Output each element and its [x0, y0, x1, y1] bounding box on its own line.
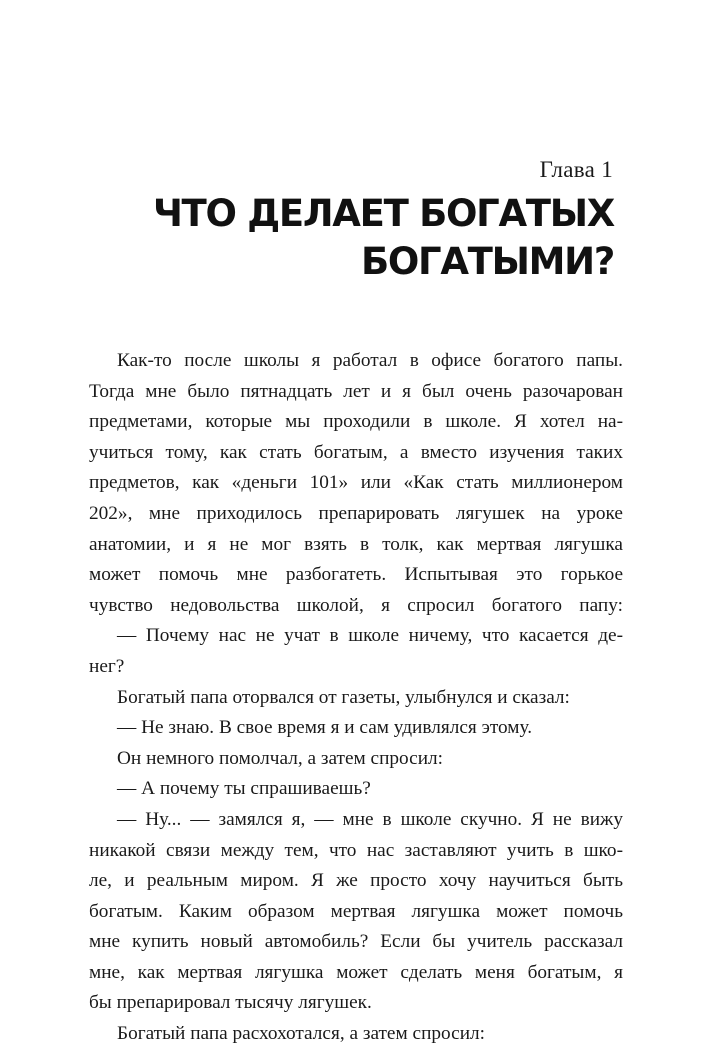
text-line: предметов, как «деньги 101» или «Как стать миллионером — [89, 472, 623, 494]
text-line: — Почему нас не учат в школе ничему, что касается де- — [117, 625, 623, 647]
text-line: Богатый папа оторвался от газеты, улыбнулся и сказал: — [117, 686, 570, 708]
text-line: мне купить новый автомобиль? Если бы учитель рассказал — [89, 931, 623, 953]
text-line: нег? — [89, 655, 125, 677]
text-line: — А почему ты спрашиваешь? — [117, 778, 371, 800]
text-line: никакой связи между тем, что нас заставляют учить в шко- — [89, 839, 623, 861]
text-line: предметами, которые мы проходили в школе. Я хотел на- — [89, 411, 623, 433]
chapter-title-line-1: ЧТО ДЕЛАЕТ БОГАТЫХ — [152, 192, 614, 235]
text-line: Богатый папа расхохотался, а затем спросил: — [117, 1023, 486, 1045]
text-line: учиться тому, как стать богатым, а вместо изучения таких — [89, 441, 623, 463]
text-line: — Не знаю. В свое время я и сам удивлялся этому. — [117, 717, 533, 739]
text-line: богатым. Каким образом мертвая лягушка может помочь — [89, 900, 623, 922]
text-line: Как-то после школы я работал в офисе богатого папы. — [117, 350, 623, 371]
text-line: анатомии, и я не мог взять в толк, как мертвая лягушка — [89, 533, 623, 555]
text-line: Тогда мне было пятнадцать лет и я был очень разочарован — [89, 380, 623, 402]
text-line: — Ну... — замялся я, — мне в школе скучно. Я не вижу — [117, 808, 623, 830]
text-line: бы препарировал тысячу лягушек. — [89, 992, 372, 1014]
chapter-label: Глава 1 — [539, 157, 613, 182]
text-line: 202», мне приходилось препарировать лягушек на уроке — [89, 502, 623, 524]
chapter-title-line-2: БОГАТЫМИ? — [361, 240, 614, 283]
text-line: может помочь мне разбогатеть. Испытывая это горькое — [89, 564, 623, 586]
text-line: чувство недовольства школой, я спросил богатого папу: — [89, 594, 623, 616]
text-line: мне, как мертвая лягушка может сделать меня богатым, я — [89, 961, 623, 983]
body-text — [89, 346, 623, 1050]
text-line: ле, и реальным миром. Я же просто хочу научиться быть — [89, 870, 623, 892]
text-line: Он немного помолчал, а затем спросил: — [117, 747, 444, 769]
chapter-title — [54, 190, 614, 286]
